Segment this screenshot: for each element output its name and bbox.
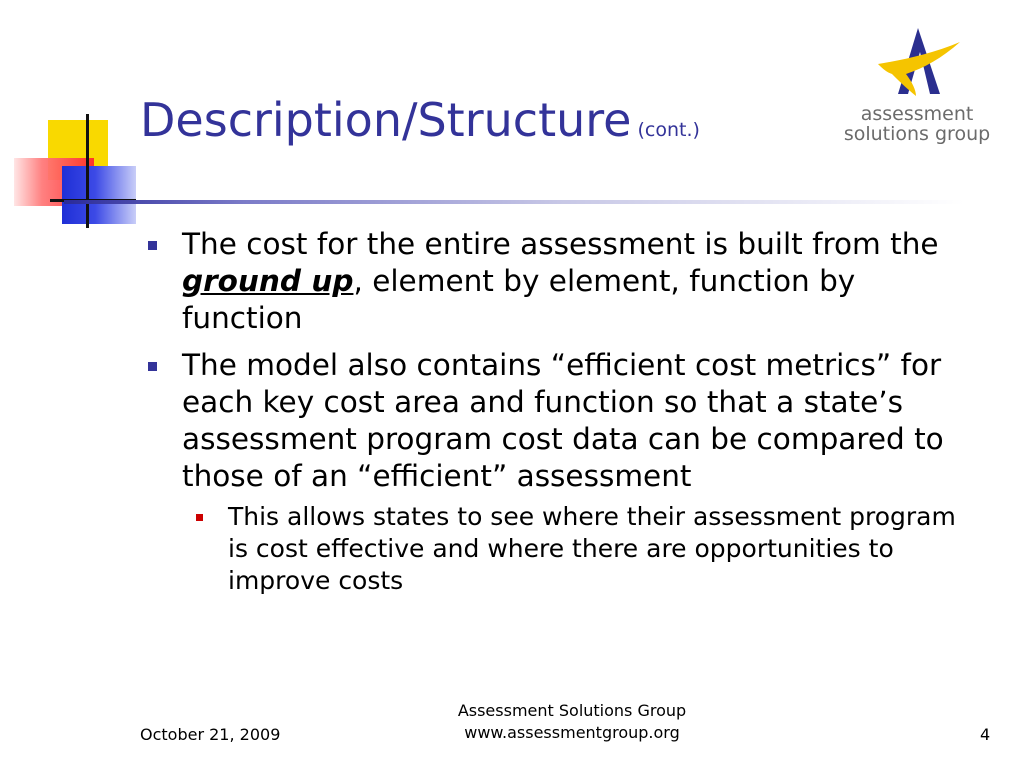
title-suffix: (cont.) <box>637 119 700 141</box>
logo-a-icon <box>872 24 962 104</box>
footer-url: www.assessmentgroup.org <box>464 723 680 742</box>
sub-bullet-text: This allows states to see where their assessment program is cost effective and where there are opportunities to improve costs <box>228 502 956 595</box>
square-bullet-icon <box>148 362 157 371</box>
slide-title <box>140 90 700 160</box>
slide-body <box>148 226 978 597</box>
bullet-emphasis: ground up <box>182 264 354 298</box>
bullet-text-post: , element by element, function by function <box>182 264 856 335</box>
logo-text-line1: assessment <box>860 103 974 125</box>
title-main: Description/Structure <box>140 93 632 147</box>
company-logo <box>832 24 1002 154</box>
bullet-item <box>148 347 978 495</box>
footer-org: Assessment Solutions Group <box>457 701 687 720</box>
page-number: 4 <box>980 725 991 744</box>
title-underline-rule <box>64 200 964 204</box>
logo-text-line2: solutions group <box>843 123 991 145</box>
square-bullet-icon <box>148 241 157 250</box>
sub-bullet-item <box>192 501 978 597</box>
decor-vertical-line <box>86 114 89 228</box>
footer-date: October 21, 2009 <box>140 725 281 744</box>
sub-square-bullet-icon <box>196 514 203 521</box>
bullet-item <box>148 226 978 337</box>
bullet-text-pre: The cost for the entire assessment is built from the <box>182 227 939 261</box>
footer-center <box>420 700 724 744</box>
decor-blue-square <box>62 166 136 224</box>
bullet-text: The model also contains “efficient cost metrics” for each key cost area and function so that a state’s assessment program cost data can be compared to those of an “efficient” assessment <box>182 348 944 493</box>
